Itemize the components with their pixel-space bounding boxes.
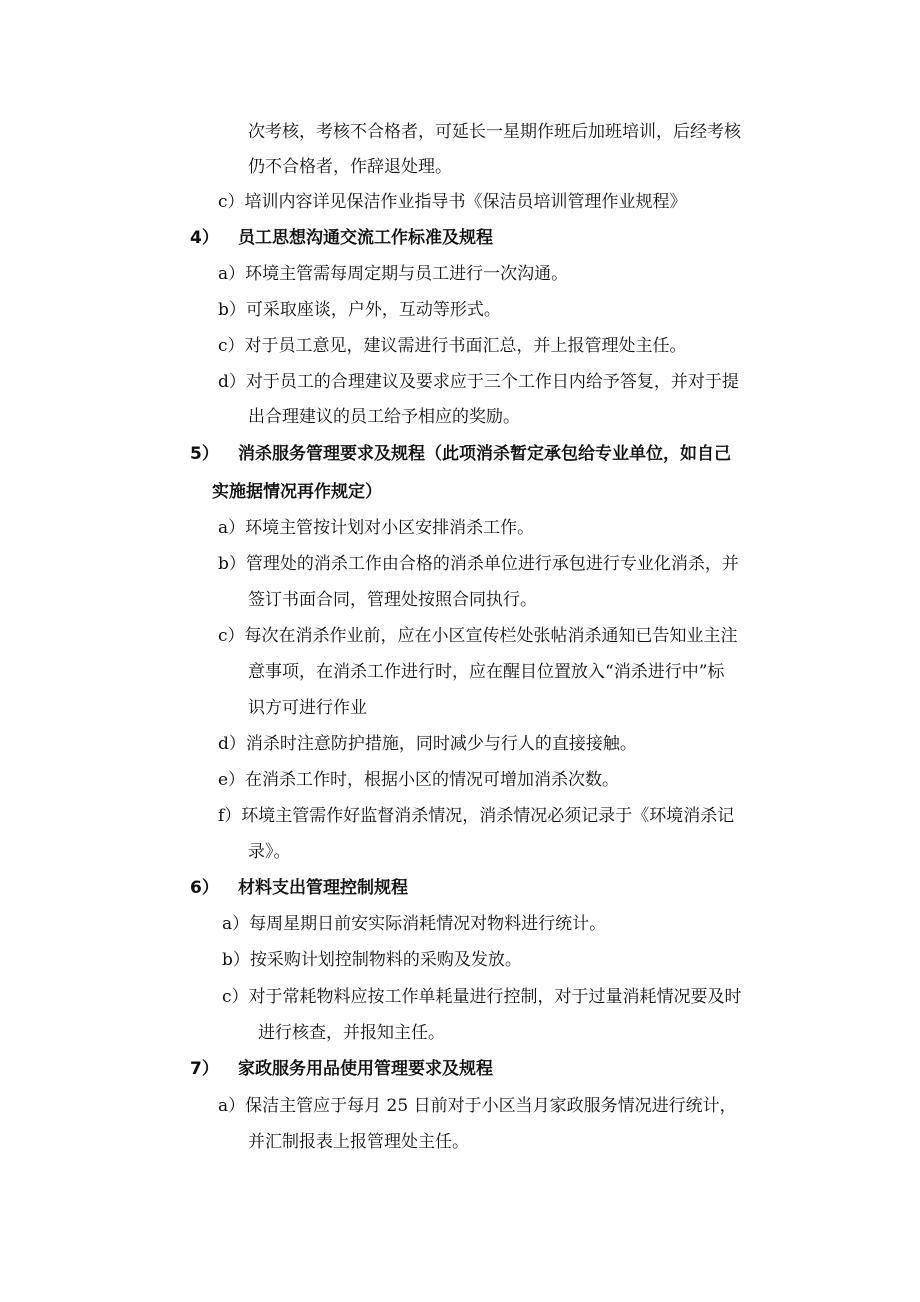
list-item-c: c）对于员工意见，建议需进行书面汇总，并上报管理处主任。 (218, 336, 687, 356)
list-item-c: c）每次在消杀作业前，应在小区宣传栏处张帖消杀通知已告知业主注 (218, 626, 738, 646)
section-number: 6） (190, 878, 219, 898)
list-item-d: d）对于员工的合理建议及要求应于三个工作日内给予答复，并对于提 (218, 372, 739, 392)
list-item-e: e）在消杀工作时，根据小区的情况可增加消杀次数。 (218, 770, 620, 790)
text-line: 并汇制报表上报管理处主任。 (248, 1132, 469, 1152)
text-line: 录》。 (248, 842, 291, 862)
section-title: 消杀服务管理要求及规程（此项消杀暂定承包给专业单位，如自己 (238, 444, 731, 464)
section-title: 员工思想沟通交流工作标准及规程 (238, 228, 493, 248)
list-item-b: b）管理处的消杀工作由合格的消杀单位进行承包进行专业化消杀，并 (218, 554, 739, 574)
list-item-b: b）可采取座谈，户外，互动等形式。 (218, 300, 501, 320)
text-line: 进行核查，并报知主任。 (258, 1023, 445, 1043)
text-line: 签订书面合同，管理处按照合同执行。 (248, 590, 537, 610)
section-title-continued: 实施据情况再作规定） (212, 482, 382, 502)
section-number: 5） (190, 444, 219, 464)
section-number: 4） (190, 228, 219, 248)
text-line: 意事项，在消杀工作进行时，应在醒目位置放入“消杀进行中”标 (248, 662, 725, 682)
text-line: 识方可进行作业 (248, 698, 367, 718)
section-title: 家政服务用品使用管理要求及规程 (238, 1059, 493, 1079)
list-item-c: c）对于常耗物料应按工作单耗量进行控制，对于过量消耗情况要及时 (222, 987, 742, 1007)
list-item-c: c）培训内容详见保洁作业指导书《保洁员培训管理作业规程》 (218, 192, 687, 212)
list-item-a: a）环境主管按计划对小区安排消杀工作。 (218, 518, 535, 538)
section-title: 材料支出管理控制规程 (238, 878, 408, 898)
list-item-f: f）环境主管需作好监督消杀情况，消杀情况必须记录于《环境消杀记 (218, 806, 735, 826)
list-item-d: d）消杀时注意防护措施，同时减少与行人的直接接触。 (218, 734, 637, 754)
text-line: 出合理建议的员工给予相应的奖励。 (248, 407, 520, 427)
list-item-b: b）按采购计划控制物料的采购及发放。 (222, 950, 522, 970)
list-item-a: a）环境主管需每周定期与员工进行一次沟通。 (218, 264, 569, 284)
section-number: 7） (190, 1059, 219, 1079)
list-item-a: a）每周星期日前安实际消耗情况对物料进行统计。 (222, 914, 607, 934)
list-item-a: a）保洁主管应于每月 25 日前对于小区当月家政服务情况进行统计， (218, 1096, 737, 1116)
text-line: 次考核，考核不合格者，可延长一星期作班后加班培训，后经考核 (248, 122, 741, 142)
text-line: 仍不合格者，作辞退处理。 (248, 157, 452, 177)
